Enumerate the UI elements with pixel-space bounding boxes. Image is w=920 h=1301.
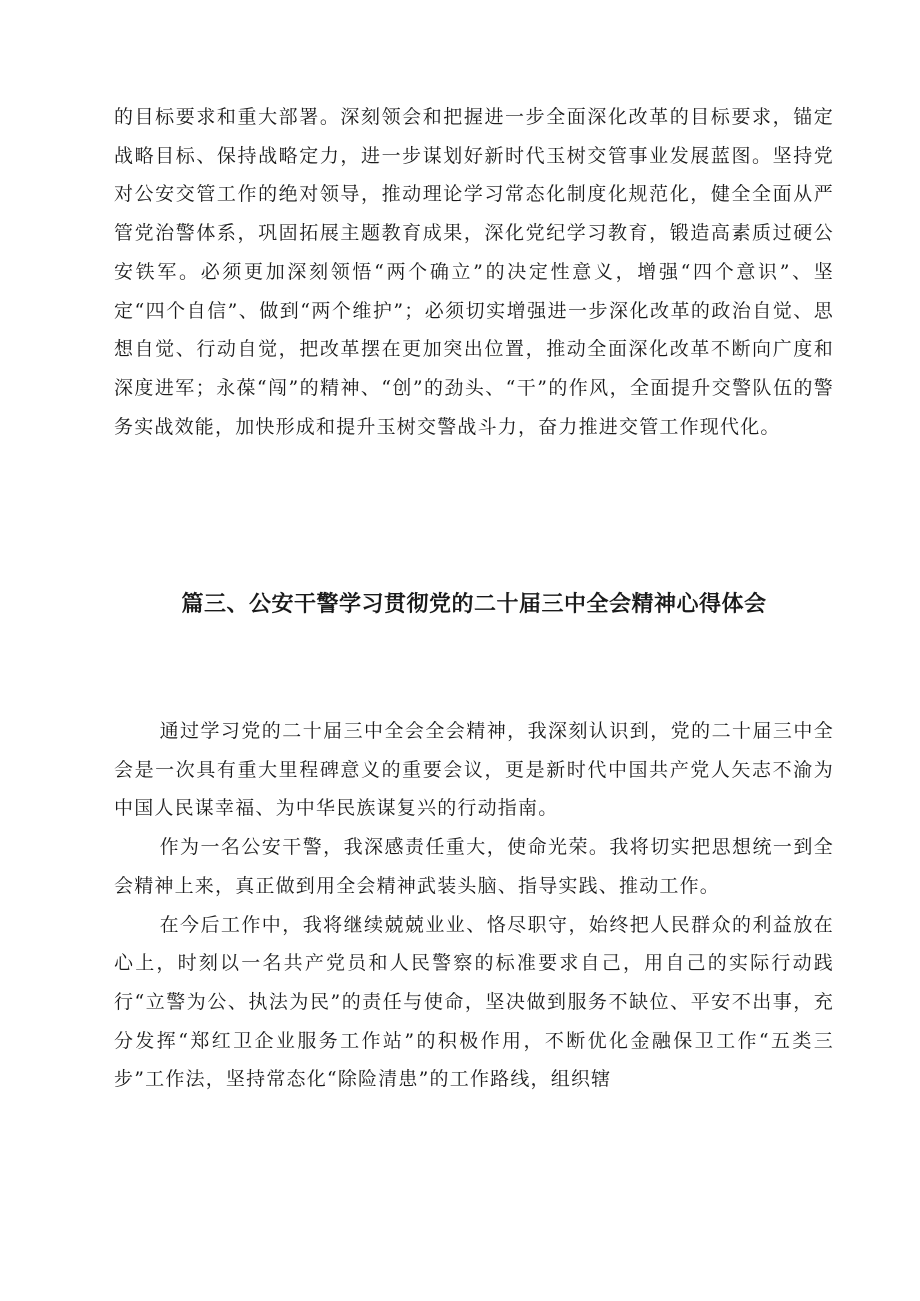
section-heading: 篇三、公安干警学习贯彻党的二十届三中全会精神心得体会 xyxy=(181,592,767,617)
section-body xyxy=(114,712,834,1099)
paragraph-1: 通过学习党的二十届三中全会全会精神，我深刻认识到，党的二十届三中全会是一次具有重大里程碑意义的重要会议，更是新时代中国共产党人矢志不渝为中国人民谋幸福、为中华民族谋复兴的行动指南。 xyxy=(114,720,834,820)
paragraph-3: 在今后工作中，我将继续兢兢业业、恪尽职守，始终把人民群众的利益放在心上，时刻以一名共产党员和人民警察的标准要求自己，用自己的实际行动践行“立警为公、执法为民”的责任与使命，坚决做到服务不缺位、平安不出事，充分发挥“郑红卫企业服务工作站”的积极作用，不断优化金融保卫工作“五类三步”工作法，坚持常态化“除险清患”的工作路线，组织辖 xyxy=(114,913,834,1091)
continuation-paragraph: 的目标要求和重大部署。深刻领会和把握进一步全面深化改革的目标要求，锚定战略目标、保持战略定力，进一步谋划好新时代玉树交管事业发展蓝图。坚持党对公安交管工作的绝对领导，推动理论学习常态化制度化规范化，健全全面从严管党治警体系，巩固拓展主题教育成果，深化党纪学习教育，锻造高素质过硬公安铁军。必须更加深刻领悟“两个确立”的决定性意义，增强“四个意识”、坚定“四个自信”、做到“两个维护”；必须切实增强进一步深化改革的政治自觉、思想自觉、行动自觉，把改革摆在更加突出位置，推动全面深化改革不断向广度和深度进军；永葆“闯”的精神、“创”的劲头、“干”的作风，全面提升交警队伍的警务实战效能，加快形成和提升玉树交警战斗力，奋力推进交管工作现代化。 xyxy=(114,106,834,438)
paragraph-2: 作为一名公安干警，我深感责任重大，使命光荣。我将切实把思想统一到全会精神上来，真正做到用全会精神武装头脑、指导实践、推动工作。 xyxy=(114,836,834,897)
